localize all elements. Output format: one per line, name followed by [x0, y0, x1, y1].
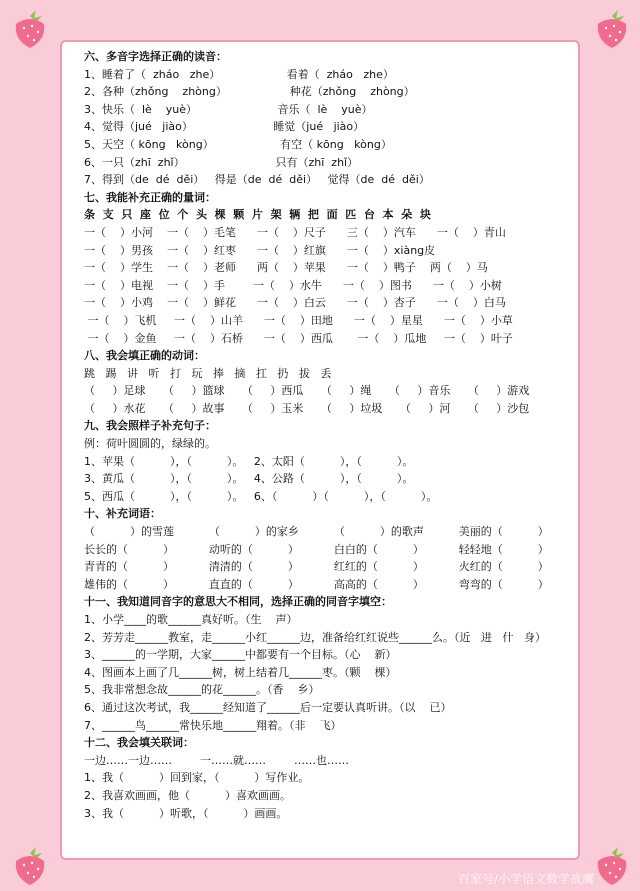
strawberry-icon — [592, 6, 632, 50]
worksheet-line: 2、芳芳走______教室，走______小红______边，准备给红红说些______么。（近 进 什 身） — [84, 630, 546, 644]
section-heading: 十二、我会填关联词： — [84, 736, 194, 750]
strawberry-icon — [10, 6, 50, 50]
worksheet-line: 一（ ）飞机 一（ ）山羊 一（ ）田地 一（ ）星星 一（ ）小草 — [84, 313, 513, 327]
worksheet-line: 3、快乐（ lè yuè） 音乐（ lè yuè） — [84, 102, 373, 116]
worksheet-line: 一（ ）男孩 一（ ）红枣 一（ ）红旗 一（ ）xiàng皮 — [84, 243, 436, 257]
worksheet-line: 一（ ）金鱼 一（ ）石桥 一（ ）西瓜 一（ ）瓜地 一（ ）叶子 — [84, 331, 513, 345]
worksheet-line: 例：荷叶圆圆的，绿绿的。 — [84, 437, 216, 451]
worksheet-line: 一（ ）电视 一（ ）手 一（ ）水牛 一（ ）图书 一（ ）小树 — [84, 278, 502, 292]
worksheet-line: 7、得到（de dé děi） 得是（de dé děi） 觉得（de dé děi） — [84, 173, 430, 187]
worksheet-line: 一（ ）学生 一（ ）老师 两（ ）苹果 一（ ）鸭子 两（ ）马 — [84, 261, 488, 275]
worksheet-line: 青青的（ ） 清清的（ ） 红红的（ ） 火红的（ ） — [84, 560, 549, 574]
worksheet-line: 3、我（ ）听歌，（ ）画画。 — [84, 806, 288, 820]
worksheet-line: 4、图画本上画了几______树，树上结着几______枣。（颗 棵） — [84, 665, 397, 679]
section-heading: 十一、我知道同音字的意思大不相同，选择正确的同音字填空： — [84, 595, 392, 609]
worksheet-line: 7、______鸟______常快乐地______翔着。（非 飞） — [84, 718, 342, 732]
section-heading: 条 支 只 座 位 个 头 棵 颗 片 架 辆 把 面 匹 台 本 朵 块 — [84, 208, 431, 222]
worksheet-line: 一（ ）小鸡 一（ ）鲜花 一（ ）白云 一（ ）杏子 一（ ）白马 — [84, 296, 506, 310]
strawberry-icon — [10, 843, 50, 887]
worksheet-line: 跳 踢 讲 听 打 玩 捧 摘 扛 扔 拔 丢 — [84, 366, 332, 380]
worksheet-line: （ ）水花 （ ）故事 （ ）玉米 （ ）垃圾 （ ）河 （ ）沙包 — [84, 401, 530, 415]
strawberry-icon — [592, 843, 632, 887]
section-heading: 八、我会填正确的动词： — [84, 349, 205, 363]
section-heading: 六、多音字选择正确的读音： — [84, 50, 227, 63]
worksheet-line: 3、______的一学期，大家______中都要有一个目标。（心 新） — [84, 648, 397, 662]
worksheet-line: 1、苹果（ ），（ ）。 2、太阳（ ），（ ）。 — [84, 454, 414, 468]
worksheet-line: 一边……一边…… 一……就…… ……也…… — [84, 753, 349, 767]
worksheet-line: 2、各种（zhǒng zhòng） 种花（zhǒng zhòng） — [84, 85, 415, 99]
worksheet-line: 1、睡着了（ zháo zhe） 看着（ zháo zhe） — [84, 67, 394, 81]
worksheet-line: 4、觉得（jué jiào） 睡觉（jué jiào） — [84, 120, 365, 134]
section-heading: 九、我会照样子补充句子： — [84, 419, 216, 433]
worksheet-line: 3、黄瓜（ ），（ ）。 4、公路（ ），（ ）。 — [84, 472, 414, 486]
worksheet-line: 1、小学____的歌______真好听。（生 声） — [84, 613, 298, 626]
worksheet-line: 长长的（ ） 动听的（ ） 白白的（ ） 轻轻地（ ） — [84, 542, 549, 556]
worksheet-content — [84, 48, 584, 822]
worksheet-line: 5、西瓜（ ），（ ）。 6、（ ）（ ），（ ）。 — [84, 489, 438, 503]
worksheet-line: 5、我非常想念故______的花______。（香 乡） — [84, 683, 320, 697]
section-heading: 十、补充词语： — [84, 507, 161, 521]
worksheet-line: （ ）的雪莲 （ ）的家乡 （ ）的歌声 美丽的（ ） — [84, 525, 549, 539]
section-heading: 七、我能补充正确的量词： — [84, 190, 216, 204]
worksheet-line: 雄伟的（ ） 直直的（ ） 高高的（ ） 弯弯的（ ） — [84, 577, 549, 591]
worksheet-line: （ ）足球 （ ）篮球 （ ）西瓜 （ ）绳 （ ）音乐 （ ）游戏 — [84, 384, 530, 398]
worksheet-line: 1、我（ ）回到家，（ ）写作业。 — [84, 771, 310, 785]
worksheet-line: 6、一只（zhī zhǐ） 只有（zhī zhǐ） — [84, 155, 359, 169]
worksheet-line: 一（ ）小河 一（ ）毛笔 一（ ）尺子 三（ ）汽车 一（ ）青山 — [84, 225, 506, 239]
worksheet-line: 6、通过这次考试，我______经知道了______后一定要认真听讲。（以 已） — [84, 700, 452, 714]
worksheet-line: 2、我喜欢画画，他（ ）喜欢画画。 — [84, 788, 291, 802]
watermark: 百家号/小学语文数学战鹰 — [457, 872, 594, 886]
worksheet-line: 5、天空（ kōng kòng） 有空（ kōng kòng） — [84, 137, 392, 151]
